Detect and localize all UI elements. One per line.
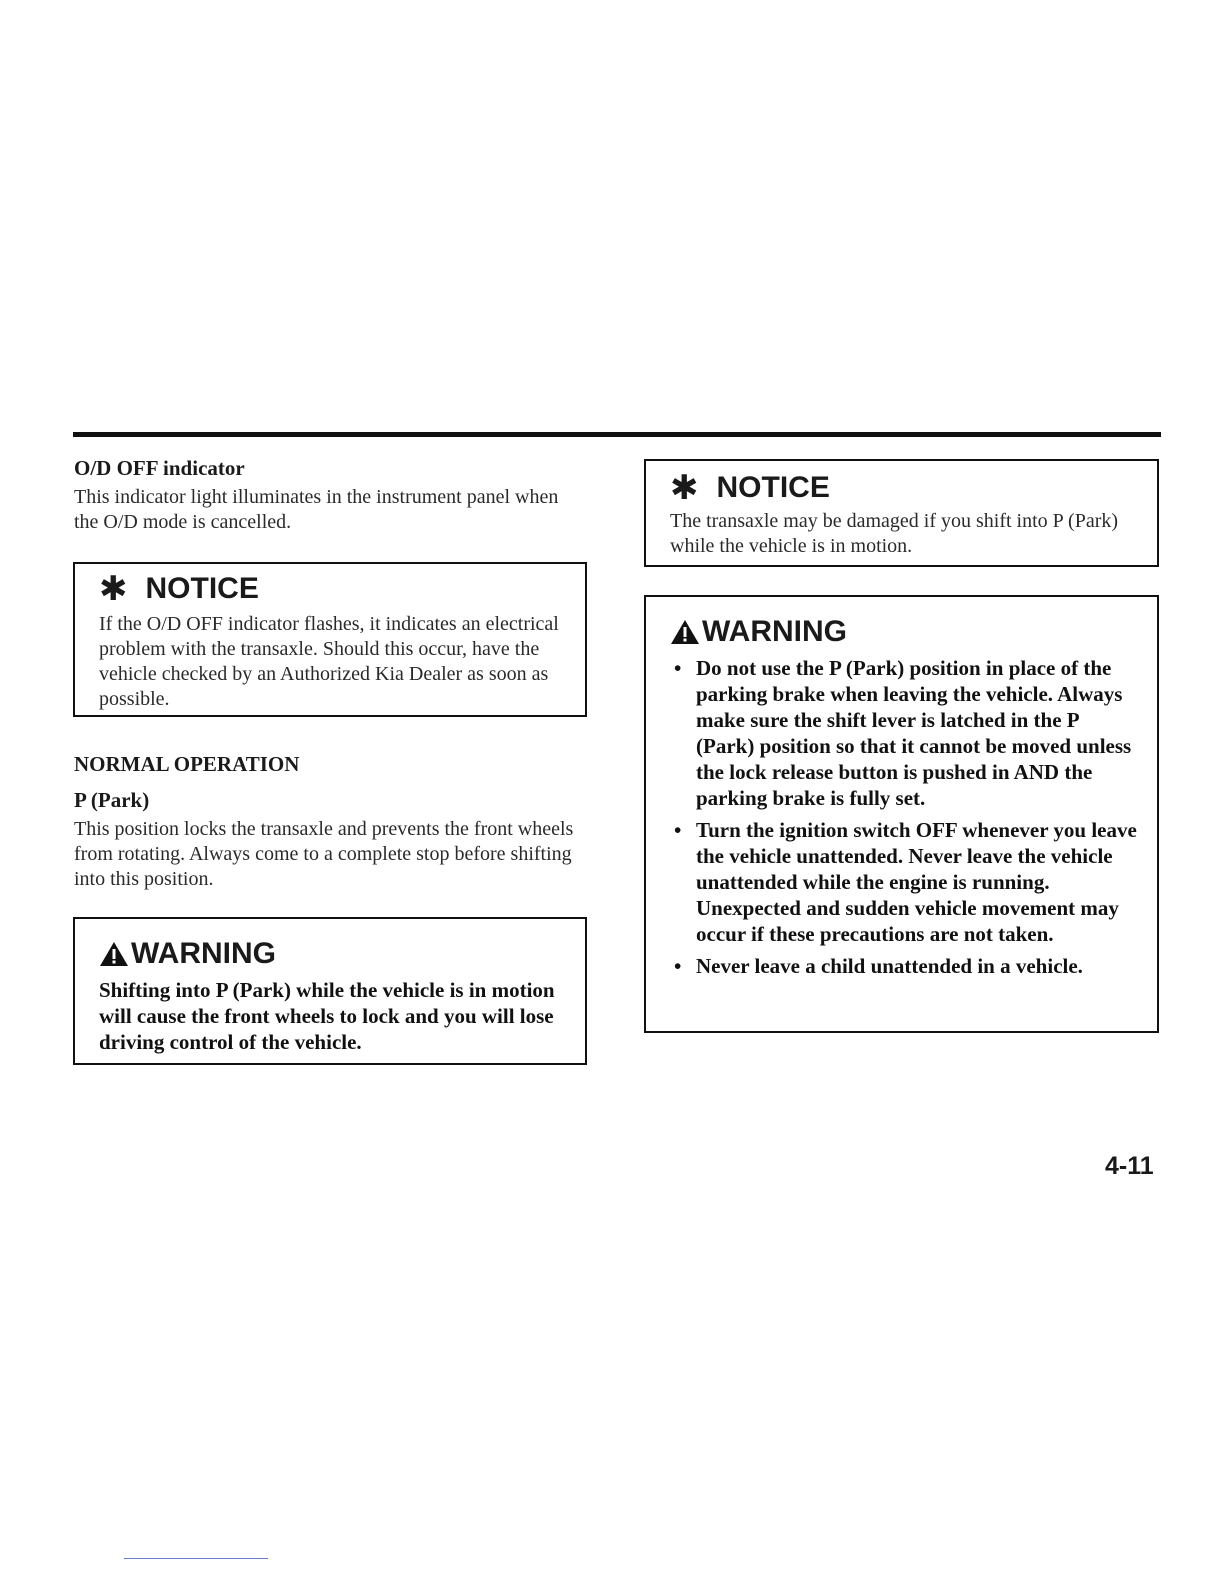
warning-box-park [73, 917, 587, 1065]
normal-operation-section [74, 751, 586, 892]
warning-title [670, 615, 1137, 649]
notice-title-text: NOTICE [145, 572, 259, 605]
section-heading: NORMAL OPERATION [74, 752, 300, 776]
top-rule [73, 432, 1161, 437]
notice-title-text: NOTICE [716, 471, 830, 504]
park-heading: P (Park) [74, 788, 150, 812]
list-item: • Never leave a child unattended in a vehicle. [670, 953, 1137, 979]
asterisk-icon: ✱ [99, 570, 128, 608]
warning-bullet-list [670, 655, 1137, 979]
warning-text: Shifting into P (Park) while the vehicle is in motion will cause the front wheels to lock and you will lose driving control of the vehicle. [99, 978, 555, 1054]
warning-triangle-icon [99, 941, 129, 967]
warning-triangle-icon [670, 619, 700, 645]
left-column [74, 455, 586, 535]
warning-title-text: WARNING [131, 937, 276, 970]
notice-title [99, 572, 561, 606]
list-item: • Turn the ignition switch OFF whenever you leave the vehicle unattended. Never leave the vehicle unattended while the engine is running. Unexpected and sudden vehicle movement may occur if these precautions are not taken. [670, 817, 1137, 947]
notice-text: The transaxle may be damaged if you shift into P (Park) while the vehicle is in motion. [670, 510, 1119, 557]
notice-text: If the O/D OFF indicator flashes, it indicates an electrical problem with the transaxle. Should this occur, have the vehicle checked by an Authorized Kia Dealer as soon as possible. [99, 613, 559, 710]
od-off-heading: O/D OFF indicator [74, 456, 245, 480]
od-off-text: This indicator light illuminates in the instrument panel when the O/D mode is cancelled. [74, 486, 559, 533]
list-item: • Do not use the P (Park) position in place of the parking brake when leaving the vehicle. Always make sure the shift lever is latched in the P (Park) position so that it cannot be moved unless the lock release button is pushed in AND the parking brake is fully set. [670, 655, 1137, 811]
warning-box-parking [644, 595, 1159, 1033]
warning-title [99, 937, 561, 971]
park-text: This position locks the transaxle and prevents the front wheels from rotating. Always come to a complete stop before shifting into this position. [74, 818, 574, 890]
asterisk-icon: ✱ [670, 469, 699, 507]
notice-box-od [73, 562, 587, 717]
notice-title [670, 471, 1133, 505]
page-number: 4-11 [1105, 1152, 1154, 1180]
footer-line [124, 1558, 268, 1559]
warning-title-text: WARNING [702, 615, 847, 648]
notice-box-transaxle [644, 459, 1159, 567]
